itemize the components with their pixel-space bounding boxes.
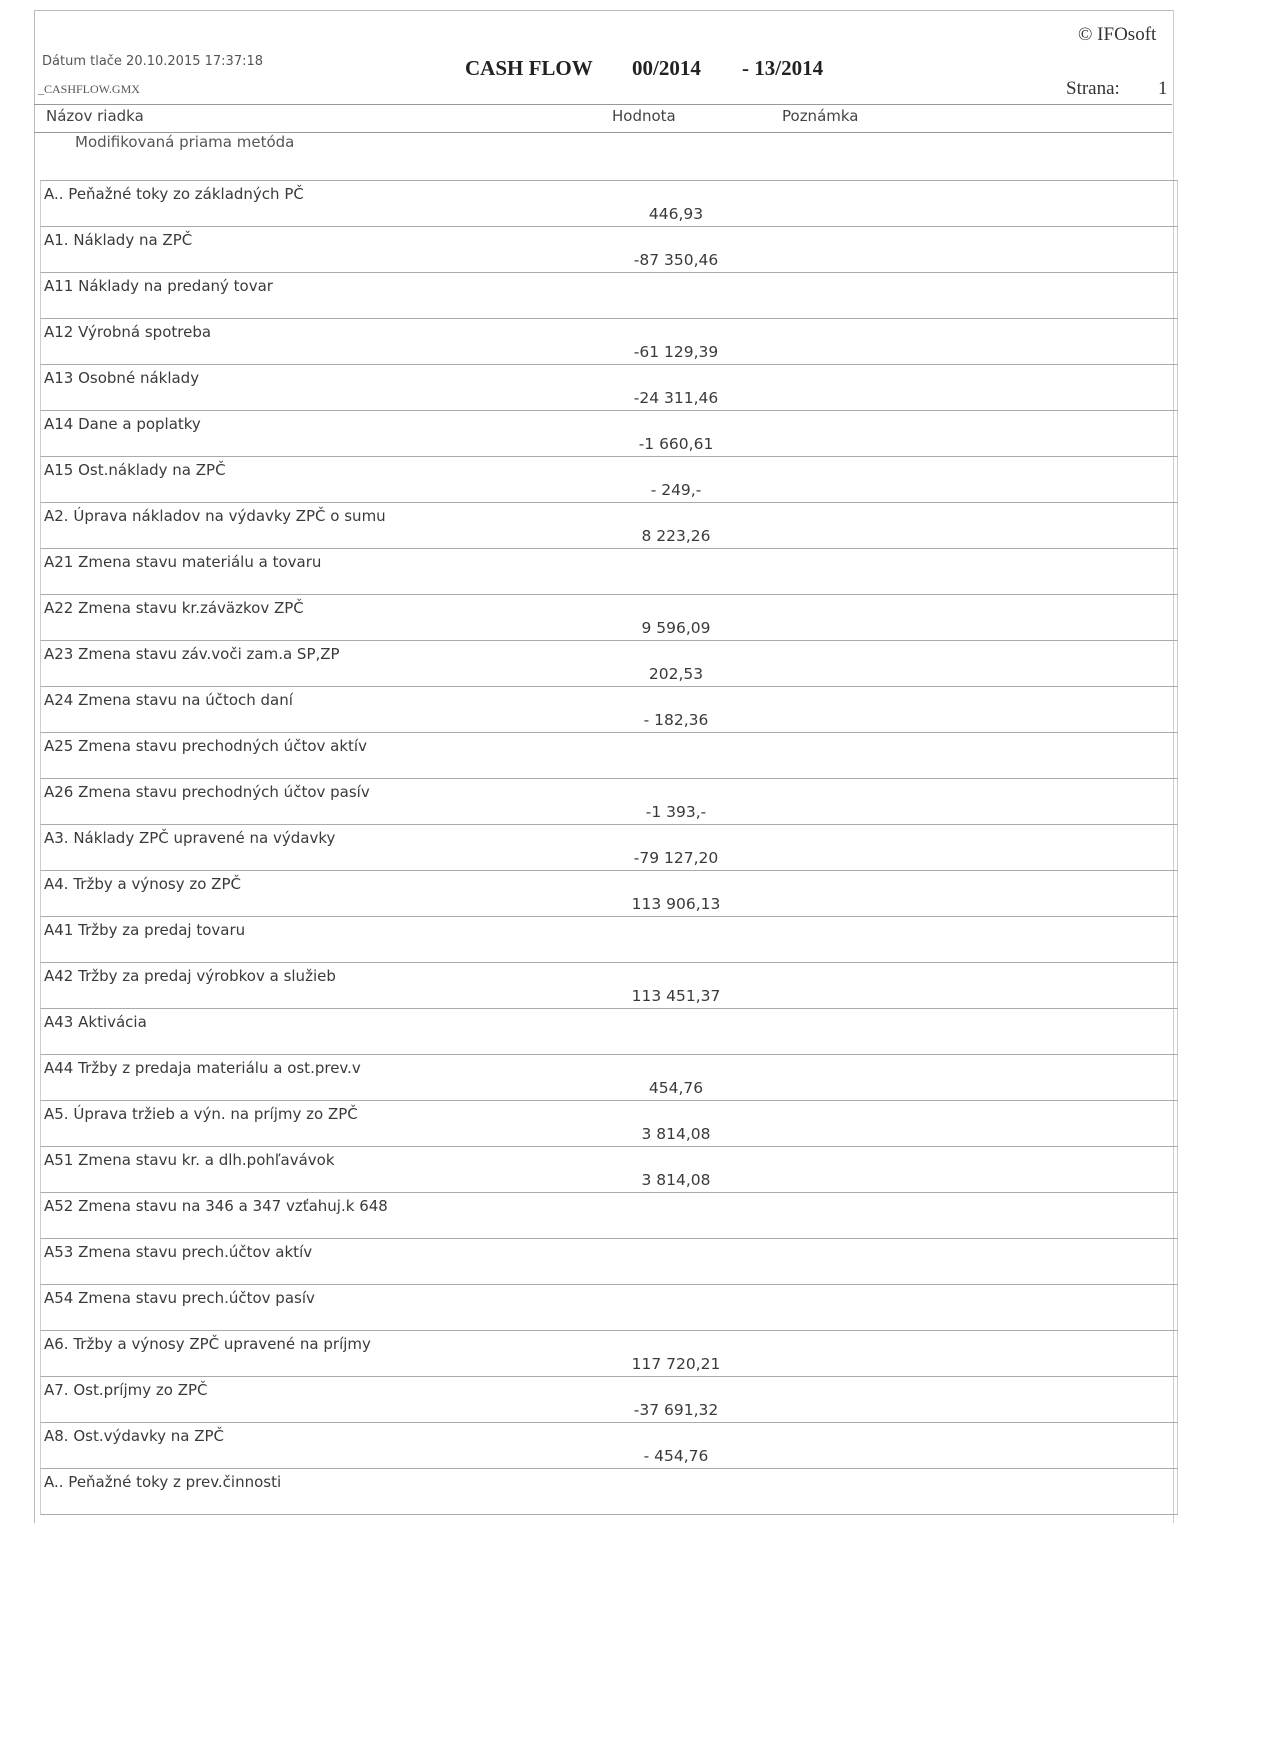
row-label: A25 Zmena stavu prechodných účtov aktív: [44, 737, 367, 755]
period-to: - 13/2014: [742, 56, 824, 80]
period-from: 00/2014: [632, 56, 701, 80]
row-label: A44 Tržby z predaja materiálu a ost.prev.v: [44, 1059, 361, 1077]
table-row: [40, 916, 1178, 962]
row-value: - 454,76: [643, 1447, 709, 1465]
row-label: A5. Úprava tržieb a výn. na príjmy zo ZPČ: [44, 1105, 358, 1123]
row-value: 454,76: [648, 1079, 704, 1097]
row-value: 9 596,09: [641, 619, 711, 637]
table-row: [40, 962, 1178, 1008]
print-date: Dátum tlače 20.10.2015 17:37:18: [42, 54, 264, 69]
row-label: A14 Dane a poplatky: [44, 415, 201, 433]
row-label: A.. Peňažné toky z prev.činnosti: [44, 1473, 282, 1491]
table-row: [40, 1054, 1178, 1100]
table-row: [40, 456, 1178, 502]
row-label: A26 Zmena stavu prechodných účtov pasív: [44, 783, 370, 801]
row-value: - 182,36: [643, 711, 709, 729]
row-label: A53 Zmena stavu prech.účtov aktív: [44, 1243, 313, 1261]
column-header-value: Hodnota: [612, 107, 676, 125]
row-value: 113 906,13: [631, 895, 721, 913]
row-value: 113 451,37: [631, 987, 721, 1005]
row-label: A51 Zmena stavu kr. a dlh.pohľavávok: [44, 1151, 335, 1169]
row-value: 3 814,08: [641, 1125, 711, 1143]
table-row: [40, 1376, 1178, 1422]
table-row: [40, 686, 1178, 732]
row-label: A4. Tržby a výnosy zo ZPČ: [44, 875, 241, 893]
row-label: A15 Ost.náklady na ZPČ: [44, 461, 226, 479]
cashflow-table: [40, 180, 1178, 1515]
row-value: -87 350,46: [633, 251, 719, 269]
table-row: [40, 594, 1178, 640]
table-row: [40, 410, 1178, 456]
row-value: -24 311,46: [633, 389, 719, 407]
row-value: 446,93: [648, 205, 704, 223]
table-row: [40, 180, 1178, 226]
row-value: 3 814,08: [641, 1171, 711, 1189]
table-row: [40, 640, 1178, 686]
row-label: A.. Peňažné toky zo základných PČ: [44, 185, 304, 203]
table-row: [40, 364, 1178, 410]
row-label: A2. Úprava nákladov na výdavky ZPČ o sumu: [44, 507, 386, 525]
table-row: [40, 1238, 1178, 1284]
page-number: 1: [1158, 78, 1168, 99]
table-row: [40, 824, 1178, 870]
header-divider: [34, 104, 1172, 105]
row-label: A52 Zmena stavu na 346 a 347 vzťahuj.k 648: [44, 1197, 388, 1215]
table-row: [40, 1422, 1178, 1468]
row-value: -1 393,-: [645, 803, 707, 821]
column-header-note: Poznámka: [782, 107, 859, 125]
row-label: A41 Tržby za predaj tovaru: [44, 921, 246, 939]
column-header-name: Názov riadka: [46, 107, 144, 125]
row-label: A12 Výrobná spotreba: [44, 323, 212, 341]
table-row: [40, 732, 1178, 778]
row-value: -1 660,61: [638, 435, 714, 453]
row-label: A7. Ost.príjmy zo ZPČ: [44, 1381, 208, 1399]
table-row: [40, 1284, 1178, 1330]
table-row: [40, 1192, 1178, 1238]
table-row: [40, 272, 1178, 318]
row-label: A21 Zmena stavu materiálu a tovaru: [44, 553, 322, 571]
page-label: Strana:: [1066, 78, 1120, 99]
row-label: A43 Aktivácia: [44, 1013, 147, 1031]
table-row: [40, 1146, 1178, 1192]
row-label: A13 Osobné náklady: [44, 369, 200, 387]
row-value: 202,53: [648, 665, 704, 683]
table-row: [40, 1468, 1178, 1515]
row-value: -61 129,39: [633, 343, 719, 361]
row-label: A11 Náklady na predaný tovar: [44, 277, 273, 295]
row-label: A54 Zmena stavu prech.účtov pasív: [44, 1289, 315, 1307]
row-label: A22 Zmena stavu kr.záväzkov ZPČ: [44, 599, 304, 617]
table-row: [40, 548, 1178, 594]
table-row: [40, 1330, 1178, 1376]
row-label: A8. Ost.výdavky na ZPČ: [44, 1427, 225, 1445]
row-value: 117 720,21: [631, 1355, 721, 1373]
file-name: _CASHFLOW.GMX: [38, 82, 140, 96]
row-label: A3. Náklady ZPČ upravené na výdavky: [44, 829, 336, 847]
row-value: -37 691,32: [633, 1401, 719, 1419]
table-row: [40, 870, 1178, 916]
row-label: A42 Tržby za predaj výrobkov a služieb: [44, 967, 336, 985]
copyright-text: © IFOsoft: [1078, 24, 1157, 45]
row-label: A1. Náklady na ZPČ: [44, 231, 193, 249]
row-label: A24 Zmena stavu na účtoch daní: [44, 691, 293, 709]
table-row: [40, 226, 1178, 272]
row-label: A6. Tržby a výnosy ZPČ upravené na príjmy: [44, 1335, 371, 1353]
table-row: [40, 1008, 1178, 1054]
method-subtitle: Modifikovaná priama metóda: [75, 133, 295, 151]
row-value: -79 127,20: [633, 849, 719, 867]
row-value: 8 223,26: [641, 527, 711, 545]
row-label: A23 Zmena stavu záv.voči zam.a SP,ZP: [44, 645, 340, 663]
table-row: [40, 778, 1178, 824]
report-title: CASH FLOW: [465, 56, 593, 80]
row-value: - 249,-: [650, 481, 702, 499]
table-row: [40, 318, 1178, 364]
table-row: [40, 502, 1178, 548]
table-row: [40, 1100, 1178, 1146]
